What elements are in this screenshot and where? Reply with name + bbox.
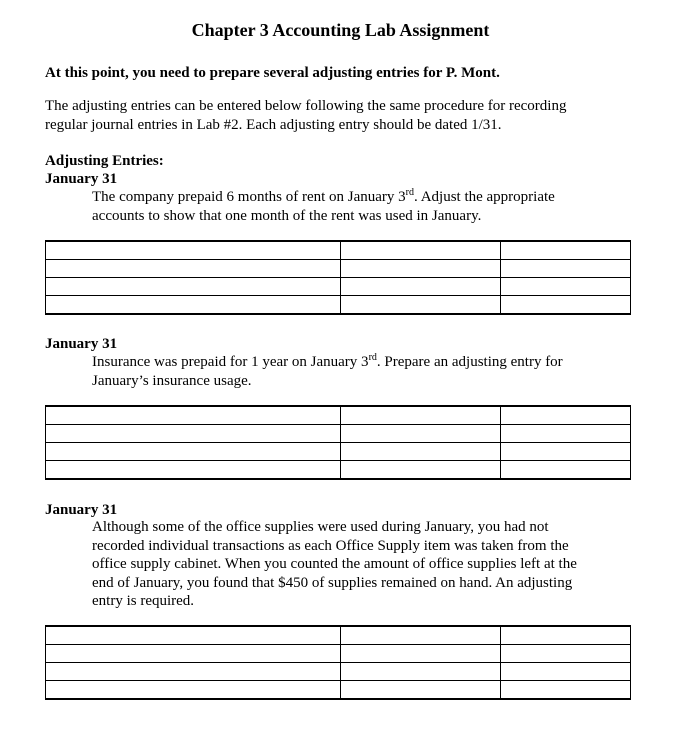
instructions-paragraph bbox=[45, 97, 645, 135]
account-cell[interactable] bbox=[46, 626, 341, 645]
entry-3-line-5: entry is required. bbox=[92, 593, 195, 609]
debit-cell[interactable] bbox=[341, 425, 501, 443]
debit-cell[interactable] bbox=[341, 663, 501, 681]
entry-3-date: January 31 bbox=[45, 502, 118, 518]
journal-table-2 bbox=[45, 405, 631, 480]
debit-cell[interactable] bbox=[341, 626, 501, 645]
credit-cell[interactable] bbox=[501, 241, 631, 260]
account-cell[interactable] bbox=[46, 461, 341, 480]
credit-cell[interactable] bbox=[501, 278, 631, 296]
table-row bbox=[46, 443, 631, 461]
debit-cell[interactable] bbox=[341, 406, 501, 425]
intro-text: At this point, you need to prepare several adjusting entries for P. Mont. bbox=[45, 65, 500, 81]
instructions-line-1: The adjusting entries can be entered below following the same procedure for recording bbox=[45, 98, 567, 114]
table-row bbox=[46, 296, 631, 315]
entry-1-description bbox=[92, 188, 622, 225]
entry-3-description bbox=[92, 518, 632, 611]
credit-cell[interactable] bbox=[501, 461, 631, 480]
account-cell[interactable] bbox=[46, 278, 341, 296]
entry-3-line-3: office supply cabinet. When you counted the amount of office supplies left at the bbox=[92, 556, 577, 572]
table-row bbox=[46, 241, 631, 260]
debit-cell[interactable] bbox=[341, 461, 501, 480]
account-cell[interactable] bbox=[46, 663, 341, 681]
entry-1-line-1: The company prepaid 6 months of rent on January 3rd. Adjust the appropriate bbox=[92, 187, 555, 205]
page-title: Chapter 3 Accounting Lab Assignment bbox=[191, 20, 490, 40]
account-cell[interactable] bbox=[46, 425, 341, 443]
journal-table-3 bbox=[45, 625, 631, 700]
journal-table-1 bbox=[45, 240, 631, 315]
entry-3-line-2: recorded individual transactions as each Office Supply item was taken from the bbox=[92, 537, 569, 554]
debit-cell[interactable] bbox=[341, 443, 501, 461]
account-cell[interactable] bbox=[46, 241, 341, 260]
debit-cell[interactable] bbox=[341, 645, 501, 663]
credit-cell[interactable] bbox=[501, 296, 631, 315]
table-row bbox=[46, 645, 631, 663]
table-row bbox=[46, 278, 631, 296]
credit-cell[interactable] bbox=[501, 663, 631, 681]
credit-cell[interactable] bbox=[501, 626, 631, 645]
table-row bbox=[46, 406, 631, 425]
credit-cell[interactable] bbox=[501, 681, 631, 700]
debit-cell[interactable] bbox=[341, 241, 501, 260]
entry-2-line-2: January’s insurance usage. bbox=[92, 372, 252, 389]
account-cell[interactable] bbox=[46, 443, 341, 461]
account-cell[interactable] bbox=[46, 260, 341, 278]
account-cell[interactable] bbox=[46, 681, 341, 700]
credit-cell[interactable] bbox=[501, 260, 631, 278]
credit-cell[interactable] bbox=[501, 406, 631, 425]
entry-1-line-2: accounts to show that one month of the rent was used in January. bbox=[92, 207, 482, 224]
table-row bbox=[46, 681, 631, 700]
table-row bbox=[46, 425, 631, 443]
table-row bbox=[46, 663, 631, 681]
credit-cell[interactable] bbox=[501, 425, 631, 443]
entry-1-date: January 31 bbox=[45, 171, 118, 187]
debit-cell[interactable] bbox=[341, 296, 501, 315]
debit-cell[interactable] bbox=[341, 278, 501, 296]
debit-cell[interactable] bbox=[341, 260, 501, 278]
account-cell[interactable] bbox=[46, 645, 341, 663]
entry-3-line-1: Although some of the office supplies were used during January, you had not bbox=[92, 519, 549, 535]
entry-2-description bbox=[92, 353, 622, 390]
account-cell[interactable] bbox=[46, 406, 341, 425]
debit-cell[interactable] bbox=[341, 681, 501, 700]
table-row bbox=[46, 461, 631, 480]
entry-2-line-1: Insurance was prepaid for 1 year on January 3rd. Prepare an adjusting entry for bbox=[92, 352, 563, 370]
credit-cell[interactable] bbox=[501, 443, 631, 461]
table-row bbox=[46, 260, 631, 278]
instructions-line-2: regular journal entries in Lab #2. Each adjusting entry should be dated 1/31. bbox=[45, 117, 502, 133]
table-row bbox=[46, 626, 631, 645]
entry-2-date: January 31 bbox=[45, 336, 118, 352]
entry-3-line-4: end of January, you found that $450 of supplies remained on hand. An adjusting bbox=[92, 574, 573, 591]
section-heading: Adjusting Entries: bbox=[45, 153, 164, 169]
credit-cell[interactable] bbox=[501, 645, 631, 663]
account-cell[interactable] bbox=[46, 296, 341, 315]
